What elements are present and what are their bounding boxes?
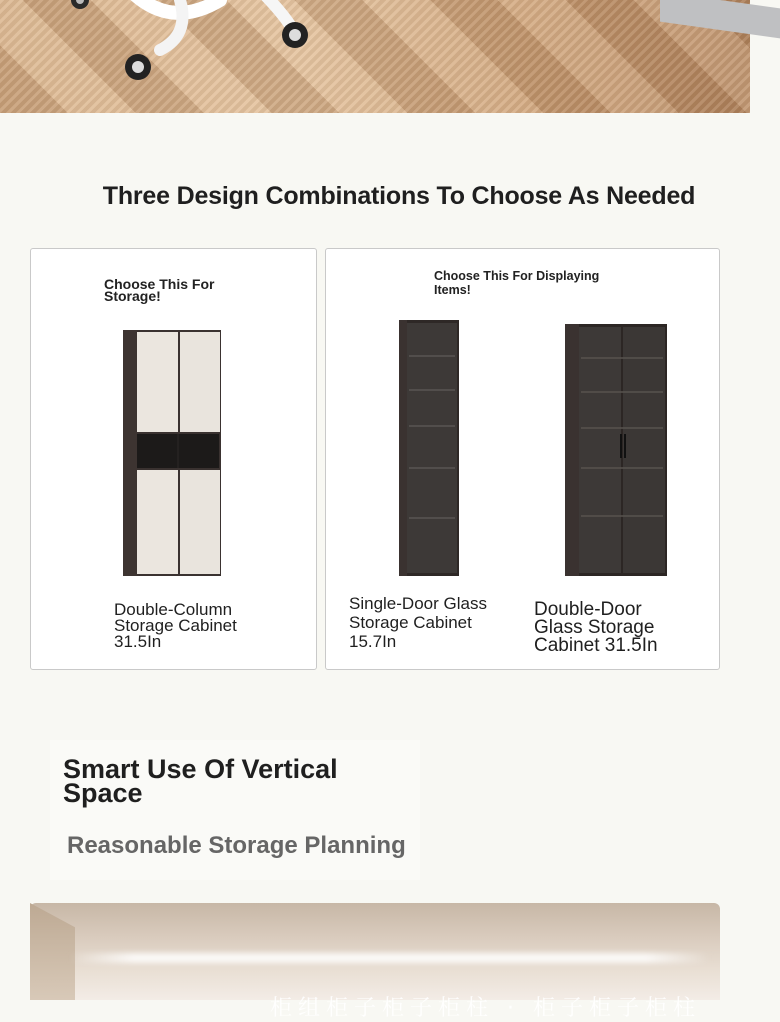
storage-caption: Choose This For Storage! [104,276,215,304]
vertical-space-subtitle: Reasonable Storage Planning [67,832,406,859]
storage-option-card[interactable] [30,248,317,670]
double-column-cabinet-label: Double-Column Storage Cabinet 31.5In [114,600,237,651]
vertical-space-title: Smart Use Of Vertical Space [63,754,338,808]
hero-wall-edge [660,0,780,38]
display-caption: Choose This For Displaying Items! [434,269,600,297]
hero-floor-photo [0,0,750,113]
display-option-card[interactable] [325,248,720,670]
section-title: Three Design Combinations To Choose As Needed [102,182,696,210]
double-door-cabinet-label: Double-Door Glass Storage Cabinet 31.5In [534,599,658,656]
double-door-glass-cabinet-image [565,324,669,578]
single-door-glass-cabinet-image [399,320,461,578]
room-ceiling-light [70,953,710,963]
single-door-cabinet-label: Single-Door Glass Storage Cabinet 15.7In [349,594,487,651]
room-wall-corner [30,903,75,1000]
double-column-cabinet-image [123,330,223,578]
room-overlay-text: 柜组柜子柜子柜柱 · 柜子柜子柜柱 [270,996,701,1021]
room-photo [30,903,720,1021]
office-chair-casters-image [60,0,320,90]
